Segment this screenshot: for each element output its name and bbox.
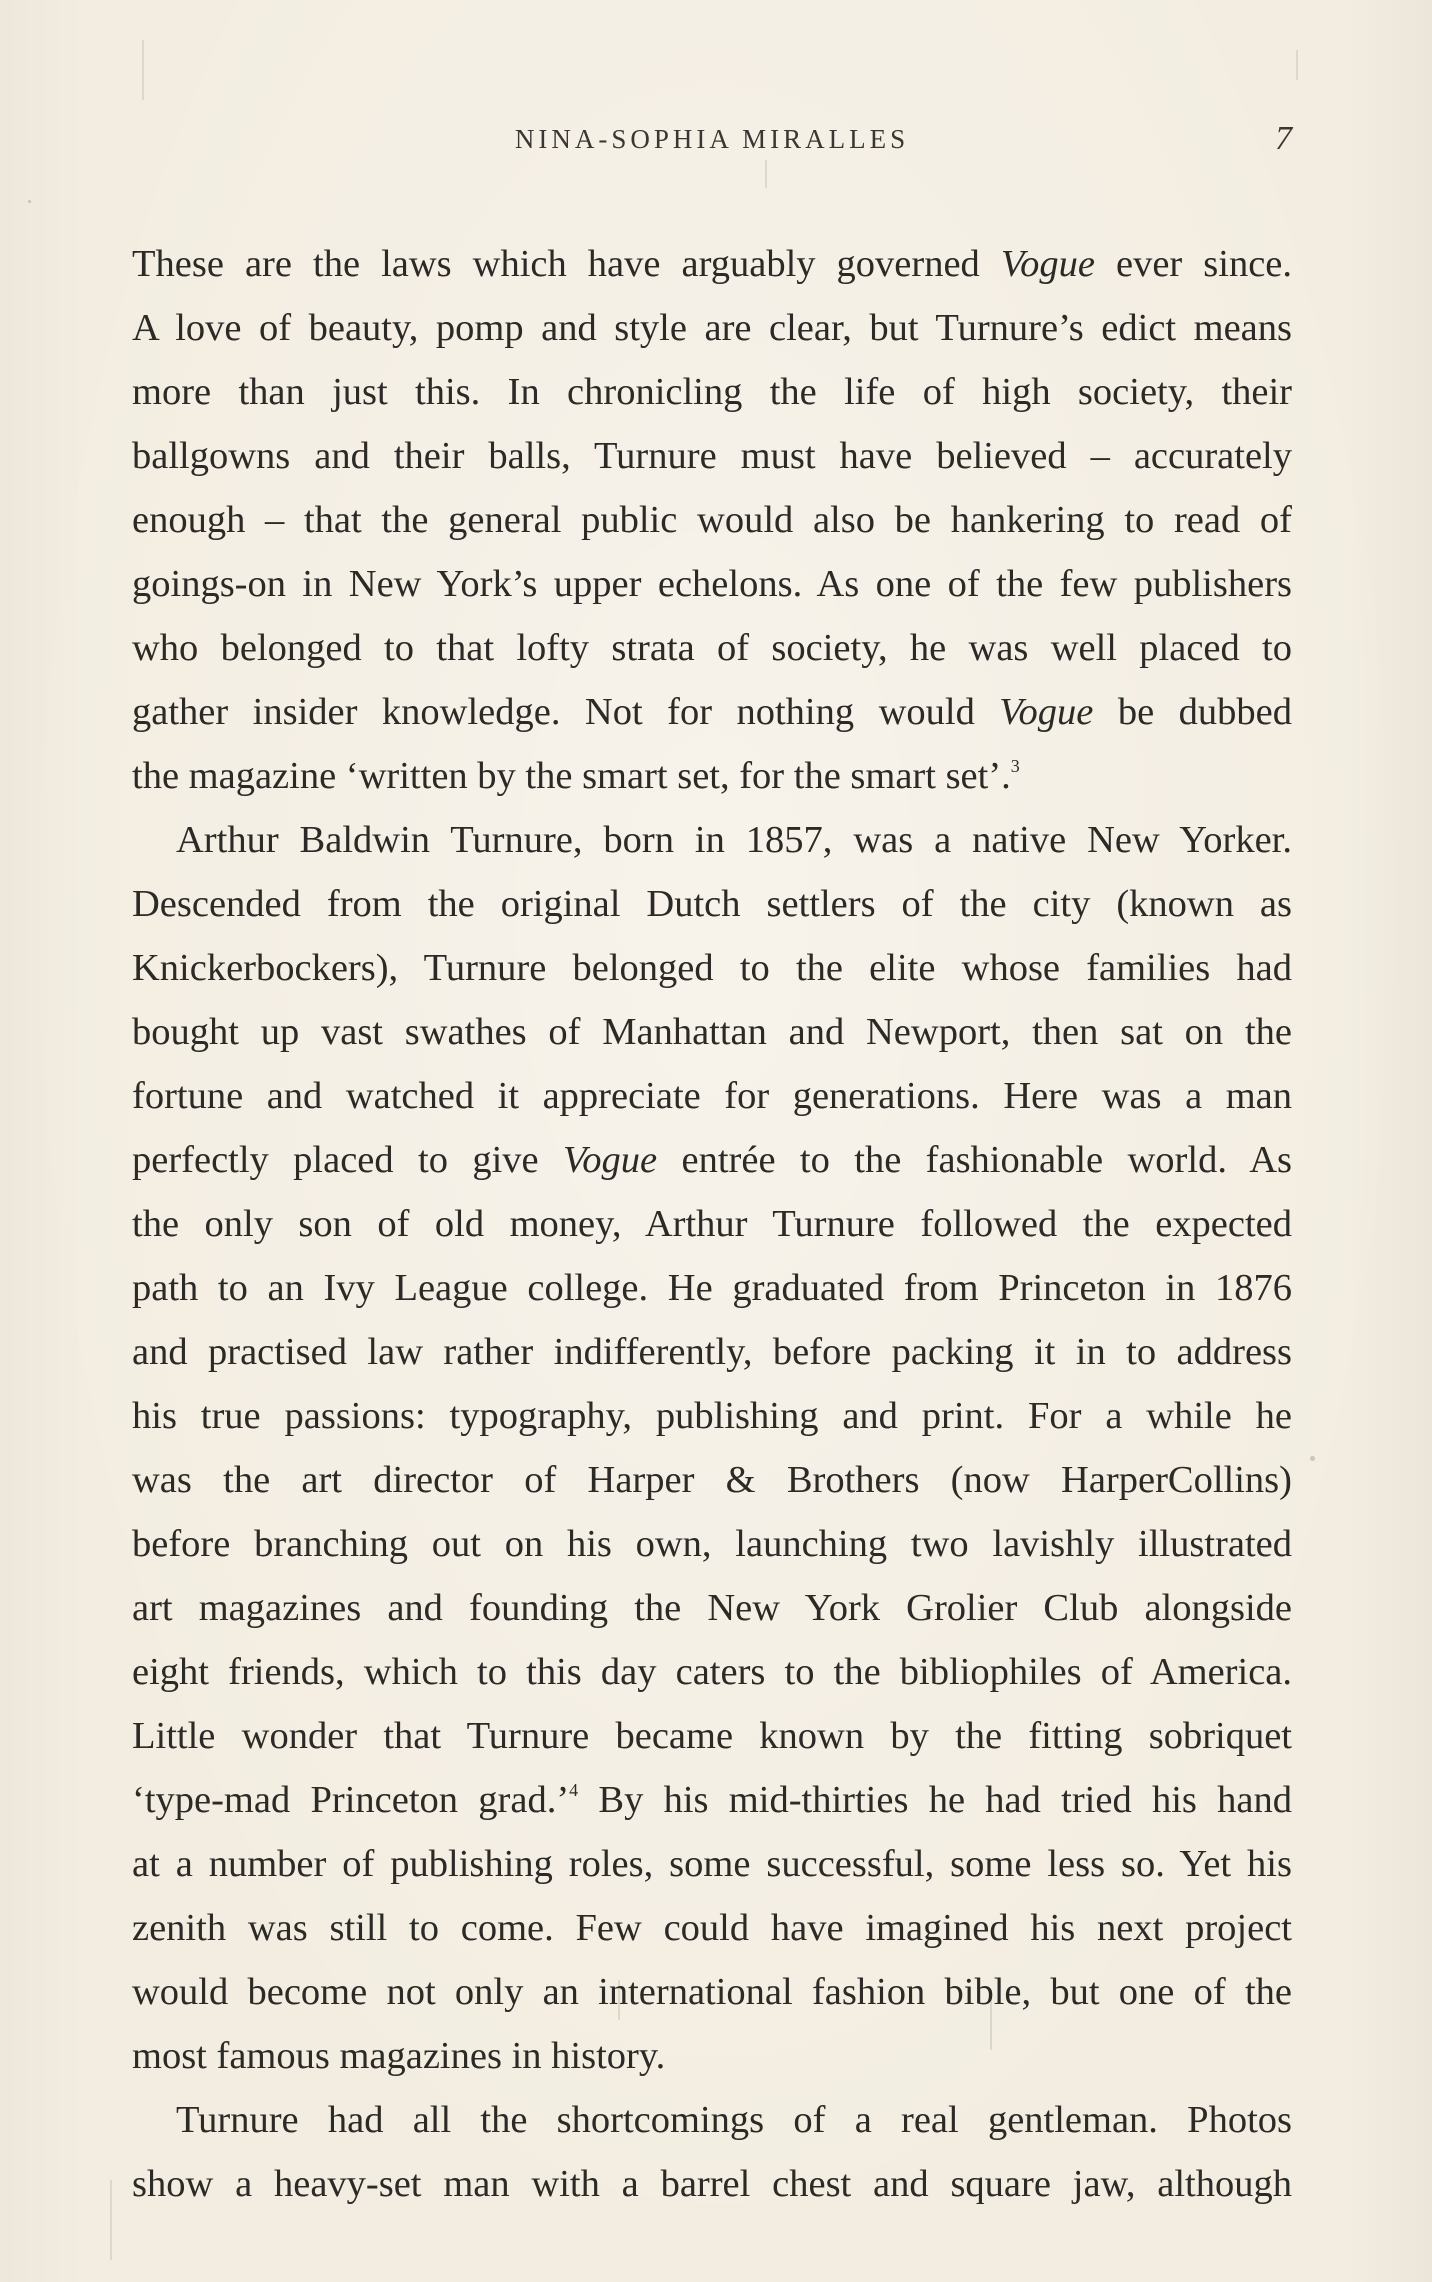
text-run: path to an Ivy League college. He graduated from Princeton in 1876 — [132, 1267, 1292, 1309]
italic-title: Vogue — [999, 691, 1094, 733]
text-line — [132, 808, 1292, 872]
text-line — [132, 936, 1292, 1000]
text-line — [132, 744, 1292, 808]
page-header — [132, 120, 1292, 164]
text-line — [132, 1000, 1292, 1064]
text-run: most famous magazines in history. — [132, 2035, 666, 2077]
text-run: bought up vast swathes of Manhattan and Newport, then sat on the — [132, 1011, 1292, 1053]
text-run: These are the laws which have arguably governed — [132, 243, 1001, 285]
text-run: show a heavy-set man with a barrel chest and square jaw, although — [132, 2163, 1292, 2205]
body-text — [132, 232, 1292, 2216]
paragraph — [132, 2088, 1292, 2216]
text-line — [132, 1960, 1292, 2024]
text-run: goings-on in New York’s upper echelons. As one of the few publishers — [132, 563, 1292, 605]
text-run: the only son of old money, Arthur Turnure followed the expected — [132, 1203, 1292, 1245]
text-run: zenith was still to come. Few could have imagined his next project — [132, 1907, 1292, 1949]
text-line — [132, 424, 1292, 488]
text-run: Knickerbockers), Turnure belonged to the elite whose families had — [132, 947, 1292, 989]
footnote-marker: 4 — [569, 1780, 579, 1800]
text-run: A love of beauty, pomp and style are clear, but Turnure’s edict means — [132, 307, 1292, 349]
text-run: ballgowns and their balls, Turnure must have believed – accurately — [132, 435, 1292, 477]
text-line — [132, 552, 1292, 616]
text-run: would become not only an international fashion bible, but one of the — [132, 1971, 1292, 2013]
paper-speck — [28, 200, 31, 203]
running-head: NINA-SOPHIA MIRALLES — [514, 124, 910, 154]
text-run: perfectly placed to give — [132, 1139, 564, 1181]
page-number: 7 — [1275, 120, 1292, 157]
paragraph — [132, 232, 1292, 808]
text-line — [132, 2088, 1292, 2152]
text-line — [132, 1512, 1292, 1576]
text-run: his true passions: typography, publishing and print. For a while he — [132, 1395, 1292, 1437]
text-run: gather insider knowledge. Not for nothing would — [132, 691, 1000, 733]
text-run: eight friends, which to this day caters to the bibliophiles of America. — [132, 1651, 1292, 1693]
text-run: at a number of publishing roles, some successful, some less so. Yet his — [132, 1843, 1292, 1885]
paper-crease — [110, 2180, 112, 2260]
text-line — [132, 1896, 1292, 1960]
text-line — [132, 1192, 1292, 1256]
text-run: enough – that the general public would also be hankering to read of — [132, 499, 1292, 541]
text-run: Turnure had all the shortcomings of a real gentleman. Photos — [176, 2099, 1292, 2141]
text-run: Arthur Baldwin Turnure, born in 1857, was a native New Yorker. — [176, 819, 1292, 861]
text-line — [132, 2152, 1292, 2216]
text-run: ‘type-mad Princeton grad.’ — [132, 1779, 570, 1821]
text-line — [132, 1704, 1292, 1768]
text-run: ever since. — [1094, 243, 1292, 285]
paper-crease — [1296, 50, 1298, 80]
text-line — [132, 872, 1292, 936]
text-run: Little wonder that Turnure became known by the fitting sobriquet — [132, 1715, 1292, 1757]
text-line — [132, 232, 1292, 296]
paper-speck — [1310, 1456, 1315, 1461]
paper-crease — [765, 160, 767, 188]
text-line — [132, 1256, 1292, 1320]
text-line — [132, 1640, 1292, 1704]
text-line — [132, 1832, 1292, 1896]
text-line — [132, 1768, 1292, 1832]
text-line — [132, 1320, 1292, 1384]
text-line — [132, 1128, 1292, 1192]
italic-title: Vogue — [563, 1139, 658, 1181]
text-line — [132, 488, 1292, 552]
text-line — [132, 1576, 1292, 1640]
text-line — [132, 616, 1292, 680]
footnote-marker: 3 — [1010, 756, 1020, 776]
text-line — [132, 1384, 1292, 1448]
text-run: before branching out on his own, launching two lavishly illustrated — [132, 1523, 1292, 1565]
text-line — [132, 360, 1292, 424]
text-run: and practised law rather indifferently, before packing it in to address — [132, 1331, 1292, 1373]
paper-crease — [142, 40, 144, 100]
text-run: more than just this. In chronicling the life of high society, their — [132, 371, 1292, 413]
text-run: be dubbed — [1093, 691, 1292, 733]
text-run: Descended from the original Dutch settlers of the city (known as — [132, 883, 1292, 925]
text-line — [132, 1064, 1292, 1128]
text-line — [132, 1448, 1292, 1512]
text-line — [132, 296, 1292, 360]
text-run: the magazine ‘written by the smart set, for the smart set’. — [132, 755, 1011, 797]
text-run: fortune and watched it appreciate for generations. Here was a man — [132, 1075, 1292, 1117]
text-run: was the art director of Harper & Brothers (now HarperCollins) — [132, 1459, 1292, 1501]
text-line — [132, 680, 1292, 744]
italic-title: Vogue — [1000, 243, 1095, 285]
text-run: By his mid-thirties he had tried his hand — [578, 1779, 1293, 1821]
text-run: who belonged to that lofty strata of society, he was well placed to — [132, 627, 1292, 669]
paragraph — [132, 808, 1292, 2088]
text-run: entrée to the fashionable world. As — [657, 1139, 1292, 1181]
text-line — [132, 2024, 1292, 2088]
text-run: art magazines and founding the New York Grolier Club alongside — [132, 1587, 1292, 1629]
